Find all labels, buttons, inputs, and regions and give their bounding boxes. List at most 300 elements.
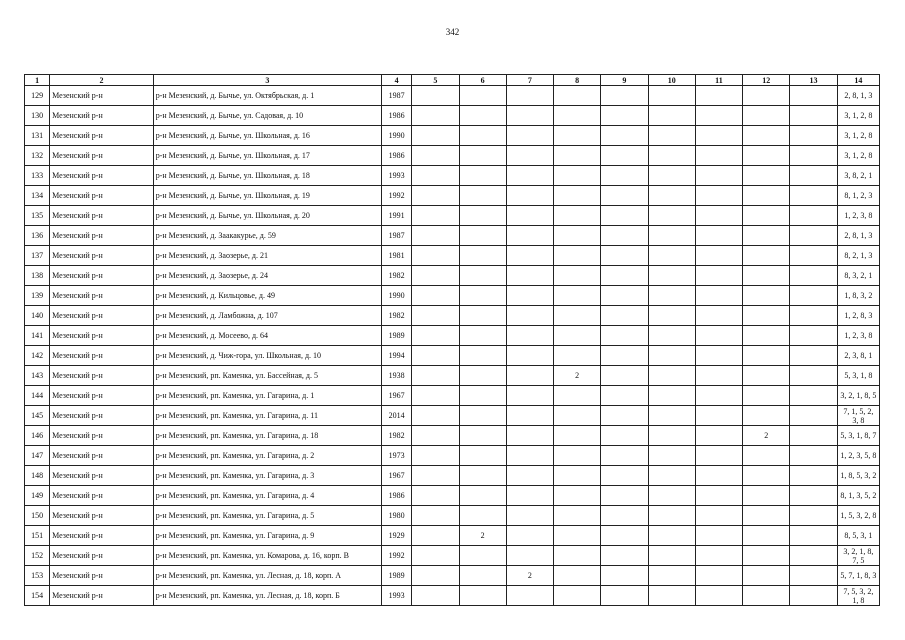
year-cell: 1987 bbox=[382, 226, 412, 246]
col-9-cell bbox=[601, 206, 648, 226]
district-cell: Мезенский р-н bbox=[50, 126, 154, 146]
district-cell: Мезенский р-н bbox=[50, 146, 154, 166]
table-row bbox=[25, 366, 880, 386]
col-11-cell bbox=[695, 566, 742, 586]
year-cell: 1989 bbox=[382, 566, 412, 586]
col-14-cell: 3, 1, 2, 8 bbox=[837, 146, 879, 166]
district-cell: Мезенский р-н bbox=[50, 226, 154, 246]
col-12-cell bbox=[743, 486, 790, 506]
district-cell: Мезенский р-н bbox=[50, 306, 154, 326]
col-5-cell bbox=[412, 86, 459, 106]
district-cell: Мезенский р-н bbox=[50, 566, 154, 586]
col-11-cell bbox=[695, 486, 742, 506]
col-5-cell bbox=[412, 446, 459, 466]
address-cell: р-н Мезенский, д. Заозерье, д. 21 bbox=[153, 246, 381, 266]
table-row bbox=[25, 146, 880, 166]
col-8-cell bbox=[554, 126, 601, 146]
row-number: 152 bbox=[25, 546, 50, 566]
table-row bbox=[25, 226, 880, 246]
col-13-cell bbox=[790, 386, 837, 406]
col-11-cell bbox=[695, 86, 742, 106]
col-8-cell bbox=[554, 226, 601, 246]
table-row bbox=[25, 206, 880, 226]
column-header: 6 bbox=[459, 75, 506, 86]
col-10-cell bbox=[648, 406, 695, 426]
col-10-cell bbox=[648, 346, 695, 366]
row-number: 145 bbox=[25, 406, 50, 426]
district-cell: Мезенский р-н bbox=[50, 326, 154, 346]
col-10-cell bbox=[648, 386, 695, 406]
col-9-cell bbox=[601, 446, 648, 466]
col-5-cell bbox=[412, 466, 459, 486]
col-14-cell: 8, 1, 3, 5, 2 bbox=[837, 486, 879, 506]
col-8-cell bbox=[554, 506, 601, 526]
col-12-cell bbox=[743, 286, 790, 306]
col-13-cell bbox=[790, 226, 837, 246]
col-13-cell bbox=[790, 286, 837, 306]
col-10-cell bbox=[648, 246, 695, 266]
col-6-cell bbox=[459, 546, 506, 566]
col-6-cell bbox=[459, 486, 506, 506]
col-12-cell bbox=[743, 226, 790, 246]
district-cell: Мезенский р-н bbox=[50, 466, 154, 486]
col-13-cell bbox=[790, 246, 837, 266]
row-number: 143 bbox=[25, 366, 50, 386]
col-6-cell bbox=[459, 86, 506, 106]
col-11-cell bbox=[695, 206, 742, 226]
col-12-cell bbox=[743, 586, 790, 606]
col-5-cell bbox=[412, 526, 459, 546]
col-6-cell bbox=[459, 106, 506, 126]
col-12-cell bbox=[743, 406, 790, 426]
col-11-cell bbox=[695, 366, 742, 386]
col-7-cell bbox=[506, 406, 553, 426]
col-9-cell bbox=[601, 226, 648, 246]
table-row bbox=[25, 126, 880, 146]
row-number: 137 bbox=[25, 246, 50, 266]
table-row bbox=[25, 486, 880, 506]
col-14-cell: 7, 5, 3, 2, 1, 8 bbox=[837, 586, 879, 606]
col-12-cell bbox=[743, 506, 790, 526]
year-cell: 1990 bbox=[382, 286, 412, 306]
col-8-cell bbox=[554, 386, 601, 406]
col-9-cell bbox=[601, 286, 648, 306]
table-row bbox=[25, 386, 880, 406]
col-9-cell bbox=[601, 586, 648, 606]
col-7-cell bbox=[506, 586, 553, 606]
table-row bbox=[25, 286, 880, 306]
col-8-cell bbox=[554, 406, 601, 426]
col-14-cell: 2, 8, 1, 3 bbox=[837, 86, 879, 106]
row-number: 141 bbox=[25, 326, 50, 346]
registry-table bbox=[24, 74, 880, 606]
column-header: 12 bbox=[743, 75, 790, 86]
table-row bbox=[25, 426, 880, 446]
address-cell: р-н Мезенский, рп. Каменка, ул. Лесная, д. 18, корп. А bbox=[153, 566, 381, 586]
col-9-cell bbox=[601, 126, 648, 146]
col-6-cell bbox=[459, 466, 506, 486]
column-header: 1 bbox=[25, 75, 50, 86]
col-7-cell bbox=[506, 206, 553, 226]
column-header: 5 bbox=[412, 75, 459, 86]
col-5-cell bbox=[412, 146, 459, 166]
col-14-cell: 8, 2, 1, 3 bbox=[837, 246, 879, 266]
row-number: 142 bbox=[25, 346, 50, 366]
col-14-cell: 8, 1, 2, 3 bbox=[837, 186, 879, 206]
table-row bbox=[25, 166, 880, 186]
col-7-cell bbox=[506, 126, 553, 146]
year-cell: 1987 bbox=[382, 86, 412, 106]
col-5-cell bbox=[412, 206, 459, 226]
table-row bbox=[25, 446, 880, 466]
table-row bbox=[25, 506, 880, 526]
col-8-cell bbox=[554, 186, 601, 206]
district-cell: Мезенский р-н bbox=[50, 186, 154, 206]
column-header: 9 bbox=[601, 75, 648, 86]
row-number: 149 bbox=[25, 486, 50, 506]
col-5-cell bbox=[412, 586, 459, 606]
col-11-cell bbox=[695, 386, 742, 406]
address-cell: р-н Мезенский, д. Бычье, ул. Школьная, д. 16 bbox=[153, 126, 381, 146]
col-12-cell bbox=[743, 306, 790, 326]
row-number: 138 bbox=[25, 266, 50, 286]
row-number: 144 bbox=[25, 386, 50, 406]
col-10-cell bbox=[648, 146, 695, 166]
col-8-cell bbox=[554, 286, 601, 306]
year-cell: 1994 bbox=[382, 346, 412, 366]
table-row bbox=[25, 466, 880, 486]
column-header: 10 bbox=[648, 75, 695, 86]
address-cell: р-н Мезенский, д. Бычье, ул. Школьная, д. 19 bbox=[153, 186, 381, 206]
col-9-cell bbox=[601, 366, 648, 386]
year-cell: 1981 bbox=[382, 246, 412, 266]
address-cell: р-н Мезенский, д. Заакакурье, д. 59 bbox=[153, 226, 381, 246]
col-13-cell bbox=[790, 486, 837, 506]
col-13-cell bbox=[790, 126, 837, 146]
col-10-cell bbox=[648, 566, 695, 586]
year-cell: 1982 bbox=[382, 426, 412, 446]
col-14-cell: 8, 3, 2, 1 bbox=[837, 266, 879, 286]
col-14-cell: 3, 8, 2, 1 bbox=[837, 166, 879, 186]
col-5-cell bbox=[412, 166, 459, 186]
col-14-cell: 3, 2, 1, 8, 7, 5 bbox=[837, 546, 879, 566]
col-7-cell bbox=[506, 266, 553, 286]
col-5-cell bbox=[412, 486, 459, 506]
col-9-cell bbox=[601, 406, 648, 426]
district-cell: Мезенский р-н bbox=[50, 166, 154, 186]
col-9-cell bbox=[601, 486, 648, 506]
col-9-cell bbox=[601, 526, 648, 546]
col-7-cell bbox=[506, 306, 553, 326]
year-cell: 1938 bbox=[382, 366, 412, 386]
year-cell: 1986 bbox=[382, 106, 412, 126]
col-6-cell: 2 bbox=[459, 526, 506, 546]
col-6-cell bbox=[459, 226, 506, 246]
row-number: 153 bbox=[25, 566, 50, 586]
col-7-cell bbox=[506, 226, 553, 246]
col-7-cell bbox=[506, 446, 553, 466]
col-7-cell bbox=[506, 146, 553, 166]
col-5-cell bbox=[412, 426, 459, 446]
col-10-cell bbox=[648, 466, 695, 486]
col-13-cell bbox=[790, 566, 837, 586]
row-number: 135 bbox=[25, 206, 50, 226]
row-number: 147 bbox=[25, 446, 50, 466]
col-13-cell bbox=[790, 466, 837, 486]
col-5-cell bbox=[412, 406, 459, 426]
address-cell: р-н Мезенский, д. Бычье, ул. Школьная, д. 18 bbox=[153, 166, 381, 186]
col-9-cell bbox=[601, 106, 648, 126]
col-5-cell bbox=[412, 346, 459, 366]
col-10-cell bbox=[648, 266, 695, 286]
col-11-cell bbox=[695, 406, 742, 426]
col-13-cell bbox=[790, 346, 837, 366]
col-11-cell bbox=[695, 466, 742, 486]
col-11-cell bbox=[695, 106, 742, 126]
row-number: 129 bbox=[25, 86, 50, 106]
col-14-cell: 1, 5, 3, 2, 8 bbox=[837, 506, 879, 526]
year-cell: 1993 bbox=[382, 586, 412, 606]
col-14-cell: 5, 7, 1, 8, 3 bbox=[837, 566, 879, 586]
table-row bbox=[25, 86, 880, 106]
col-10-cell bbox=[648, 286, 695, 306]
col-8-cell bbox=[554, 86, 601, 106]
header-row bbox=[25, 75, 880, 86]
year-cell: 1980 bbox=[382, 506, 412, 526]
year-cell: 1992 bbox=[382, 546, 412, 566]
year-cell: 2014 bbox=[382, 406, 412, 426]
row-number: 148 bbox=[25, 466, 50, 486]
address-cell: р-н Мезенский, рп. Каменка, ул. Гагарина, д. 3 bbox=[153, 466, 381, 486]
col-10-cell bbox=[648, 226, 695, 246]
col-7-cell bbox=[506, 106, 553, 126]
col-13-cell bbox=[790, 306, 837, 326]
address-cell: р-н Мезенский, рп. Каменка, ул. Гагарина, д. 11 bbox=[153, 406, 381, 426]
col-7-cell bbox=[506, 326, 553, 346]
col-13-cell bbox=[790, 146, 837, 166]
col-9-cell bbox=[601, 386, 648, 406]
col-11-cell bbox=[695, 326, 742, 346]
district-cell: Мезенский р-н bbox=[50, 426, 154, 446]
col-14-cell: 1, 2, 8, 3 bbox=[837, 306, 879, 326]
col-8-cell bbox=[554, 546, 601, 566]
col-7-cell bbox=[506, 166, 553, 186]
col-6-cell bbox=[459, 186, 506, 206]
column-header: 14 bbox=[837, 75, 879, 86]
address-cell: р-н Мезенский, рп. Каменка, ул. Гагарина, д. 5 bbox=[153, 506, 381, 526]
col-12-cell bbox=[743, 246, 790, 266]
col-9-cell bbox=[601, 466, 648, 486]
col-10-cell bbox=[648, 106, 695, 126]
row-number: 140 bbox=[25, 306, 50, 326]
col-6-cell bbox=[459, 286, 506, 306]
col-5-cell bbox=[412, 106, 459, 126]
col-6-cell bbox=[459, 306, 506, 326]
col-7-cell bbox=[506, 466, 553, 486]
table-row bbox=[25, 326, 880, 346]
year-cell: 1967 bbox=[382, 466, 412, 486]
col-7-cell bbox=[506, 286, 553, 306]
col-12-cell: 2 bbox=[743, 426, 790, 446]
district-cell: Мезенский р-н bbox=[50, 86, 154, 106]
col-14-cell: 2, 8, 1, 3 bbox=[837, 226, 879, 246]
district-cell: Мезенский р-н bbox=[50, 486, 154, 506]
col-10-cell bbox=[648, 126, 695, 146]
col-13-cell bbox=[790, 106, 837, 126]
col-12-cell bbox=[743, 166, 790, 186]
table-row bbox=[25, 526, 880, 546]
col-11-cell bbox=[695, 426, 742, 446]
address-cell: р-н Мезенский, д. Бычье, ул. Октябрьская, д. 1 bbox=[153, 86, 381, 106]
col-9-cell bbox=[601, 266, 648, 286]
col-10-cell bbox=[648, 586, 695, 606]
year-cell: 1967 bbox=[382, 386, 412, 406]
col-13-cell bbox=[790, 326, 837, 346]
col-6-cell bbox=[459, 506, 506, 526]
col-6-cell bbox=[459, 586, 506, 606]
col-14-cell: 7, 1, 5, 2, 3, 8 bbox=[837, 406, 879, 426]
row-number: 151 bbox=[25, 526, 50, 546]
column-header: 4 bbox=[382, 75, 412, 86]
col-5-cell bbox=[412, 546, 459, 566]
col-6-cell bbox=[459, 126, 506, 146]
col-11-cell bbox=[695, 346, 742, 366]
col-14-cell: 1, 8, 3, 2 bbox=[837, 286, 879, 306]
col-5-cell bbox=[412, 126, 459, 146]
col-6-cell bbox=[459, 566, 506, 586]
col-14-cell: 3, 2, 1, 8, 5 bbox=[837, 386, 879, 406]
column-header: 8 bbox=[554, 75, 601, 86]
col-10-cell bbox=[648, 306, 695, 326]
col-11-cell bbox=[695, 146, 742, 166]
col-7-cell bbox=[506, 546, 553, 566]
row-number: 139 bbox=[25, 286, 50, 306]
col-6-cell bbox=[459, 406, 506, 426]
col-10-cell bbox=[648, 426, 695, 446]
row-number: 150 bbox=[25, 506, 50, 526]
district-cell: Мезенский р-н bbox=[50, 346, 154, 366]
col-12-cell bbox=[743, 346, 790, 366]
col-12-cell bbox=[743, 126, 790, 146]
col-14-cell: 1, 2, 3, 8 bbox=[837, 206, 879, 226]
table-row bbox=[25, 106, 880, 126]
col-14-cell: 5, 3, 1, 8 bbox=[837, 366, 879, 386]
col-13-cell bbox=[790, 506, 837, 526]
col-7-cell: 2 bbox=[506, 566, 553, 586]
col-5-cell bbox=[412, 306, 459, 326]
col-11-cell bbox=[695, 166, 742, 186]
col-6-cell bbox=[459, 206, 506, 226]
col-6-cell bbox=[459, 326, 506, 346]
col-12-cell bbox=[743, 146, 790, 166]
address-cell: р-н Мезенский, рп. Каменка, ул. Гагарина, д. 18 bbox=[153, 426, 381, 446]
col-7-cell bbox=[506, 186, 553, 206]
address-cell: р-н Мезенский, рп. Каменка, ул. Бассейная, д. 5 bbox=[153, 366, 381, 386]
row-number: 133 bbox=[25, 166, 50, 186]
table-row bbox=[25, 266, 880, 286]
col-14-cell: 3, 1, 2, 8 bbox=[837, 106, 879, 126]
col-12-cell bbox=[743, 266, 790, 286]
row-number: 131 bbox=[25, 126, 50, 146]
column-header: 3 bbox=[153, 75, 381, 86]
address-cell: р-н Мезенский, рп. Каменка, ул. Гагарина, д. 9 bbox=[153, 526, 381, 546]
column-header: 7 bbox=[506, 75, 553, 86]
col-11-cell bbox=[695, 266, 742, 286]
table-row bbox=[25, 186, 880, 206]
row-number: 154 bbox=[25, 586, 50, 606]
col-5-cell bbox=[412, 246, 459, 266]
col-12-cell bbox=[743, 466, 790, 486]
col-8-cell bbox=[554, 566, 601, 586]
column-header: 13 bbox=[790, 75, 837, 86]
col-10-cell bbox=[648, 166, 695, 186]
col-7-cell bbox=[506, 426, 553, 446]
year-cell: 1993 bbox=[382, 166, 412, 186]
col-5-cell bbox=[412, 226, 459, 246]
district-cell: Мезенский р-н bbox=[50, 366, 154, 386]
col-10-cell bbox=[648, 366, 695, 386]
row-number: 146 bbox=[25, 426, 50, 446]
col-12-cell bbox=[743, 206, 790, 226]
col-7-cell bbox=[506, 506, 553, 526]
col-6-cell bbox=[459, 446, 506, 466]
address-cell: р-н Мезенский, д. Кильцовье, д. 49 bbox=[153, 286, 381, 306]
district-cell: Мезенский р-н bbox=[50, 286, 154, 306]
col-13-cell bbox=[790, 266, 837, 286]
col-10-cell bbox=[648, 526, 695, 546]
col-13-cell bbox=[790, 166, 837, 186]
col-5-cell bbox=[412, 366, 459, 386]
col-5-cell bbox=[412, 566, 459, 586]
col-14-cell: 8, 5, 3, 1 bbox=[837, 526, 879, 546]
col-8-cell bbox=[554, 586, 601, 606]
col-9-cell bbox=[601, 186, 648, 206]
col-6-cell bbox=[459, 366, 506, 386]
col-6-cell bbox=[459, 146, 506, 166]
year-cell: 1986 bbox=[382, 486, 412, 506]
col-8-cell bbox=[554, 166, 601, 186]
col-9-cell bbox=[601, 426, 648, 446]
address-cell: р-н Мезенский, д. Чиж-гора, ул. Школьная, д. 10 bbox=[153, 346, 381, 366]
col-8-cell bbox=[554, 446, 601, 466]
address-cell: р-н Мезенский, д. Бычье, ул. Садовая, д. 10 bbox=[153, 106, 381, 126]
address-cell: р-н Мезенский, рп. Каменка, ул. Лесная, д. 18, корп. Б bbox=[153, 586, 381, 606]
col-5-cell bbox=[412, 326, 459, 346]
col-6-cell bbox=[459, 346, 506, 366]
col-11-cell bbox=[695, 126, 742, 146]
col-13-cell bbox=[790, 426, 837, 446]
col-12-cell bbox=[743, 546, 790, 566]
address-cell: р-н Мезенский, д. Ламбожна, д. 107 bbox=[153, 306, 381, 326]
address-cell: р-н Мезенский, рп. Каменка, ул. Комарова, д. 16, корп. В bbox=[153, 546, 381, 566]
col-11-cell bbox=[695, 506, 742, 526]
table-row bbox=[25, 406, 880, 426]
row-number: 132 bbox=[25, 146, 50, 166]
col-10-cell bbox=[648, 506, 695, 526]
col-7-cell bbox=[506, 486, 553, 506]
col-8-cell bbox=[554, 486, 601, 506]
col-11-cell bbox=[695, 306, 742, 326]
col-5-cell bbox=[412, 186, 459, 206]
table-row bbox=[25, 346, 880, 366]
col-8-cell bbox=[554, 146, 601, 166]
col-14-cell: 3, 1, 2, 8 bbox=[837, 126, 879, 146]
year-cell: 1992 bbox=[382, 186, 412, 206]
column-header: 11 bbox=[695, 75, 742, 86]
col-5-cell bbox=[412, 506, 459, 526]
col-7-cell bbox=[506, 346, 553, 366]
col-13-cell bbox=[790, 446, 837, 466]
